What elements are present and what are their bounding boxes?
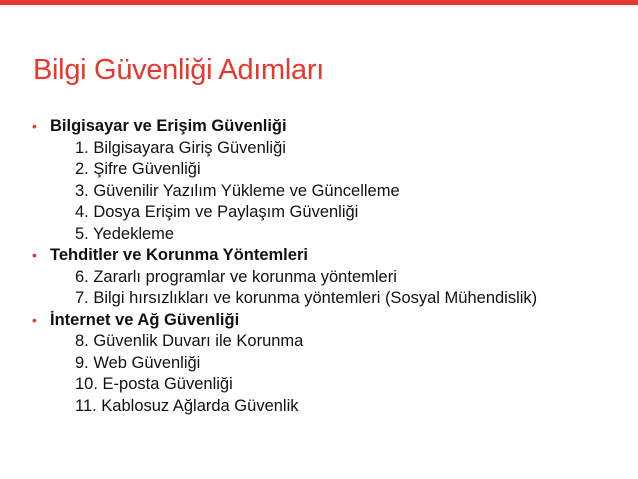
list-item: 1. Bilgisayara Giriş Güvenliği xyxy=(75,138,286,157)
list-item: 2. Şifre Güvenliği xyxy=(75,160,201,178)
list-item: 11. Kablosuz Ağlarda Güvenlik xyxy=(75,396,299,415)
section-heading xyxy=(30,245,610,267)
list-item: 7. Bilgi hırsızlıkları ve korunma yöntemleri (Sosyal Mühendislik) xyxy=(75,289,538,307)
bullet-icon: • xyxy=(32,247,37,263)
slide-title: Bilgi Güvenliği Adımları xyxy=(33,54,324,86)
list-item: 10. E-posta Güvenliği xyxy=(75,375,233,393)
section-heading xyxy=(30,310,610,332)
section-heading-text: Tehditler ve Korunma Yöntemleri xyxy=(50,246,308,264)
bullet-icon: • xyxy=(32,118,37,134)
list-item: 5. Yedekleme xyxy=(75,224,175,243)
slide-content xyxy=(30,116,610,417)
top-accent-bar xyxy=(0,0,638,5)
list-item: 8. Güvenlik Duvarı ile Korunma xyxy=(75,332,304,350)
section-heading-text: İnternet ve Ağ Güvenliği xyxy=(50,310,240,329)
section-heading xyxy=(30,116,610,138)
list-item: 6. Zararlı programlar ve korunma yöntemleri xyxy=(75,267,397,286)
list-item: 4. Dosya Erişim ve Paylaşım Güvenliği xyxy=(75,203,359,221)
section-heading-text: Bilgisayar ve Erişim Güvenliği xyxy=(50,117,287,135)
list-item: 3. Güvenilir Yazılım Yükleme ve Güncelleme xyxy=(75,181,400,200)
list-item: 9. Web Güvenliği xyxy=(75,353,201,372)
bullet-icon: • xyxy=(32,311,37,328)
